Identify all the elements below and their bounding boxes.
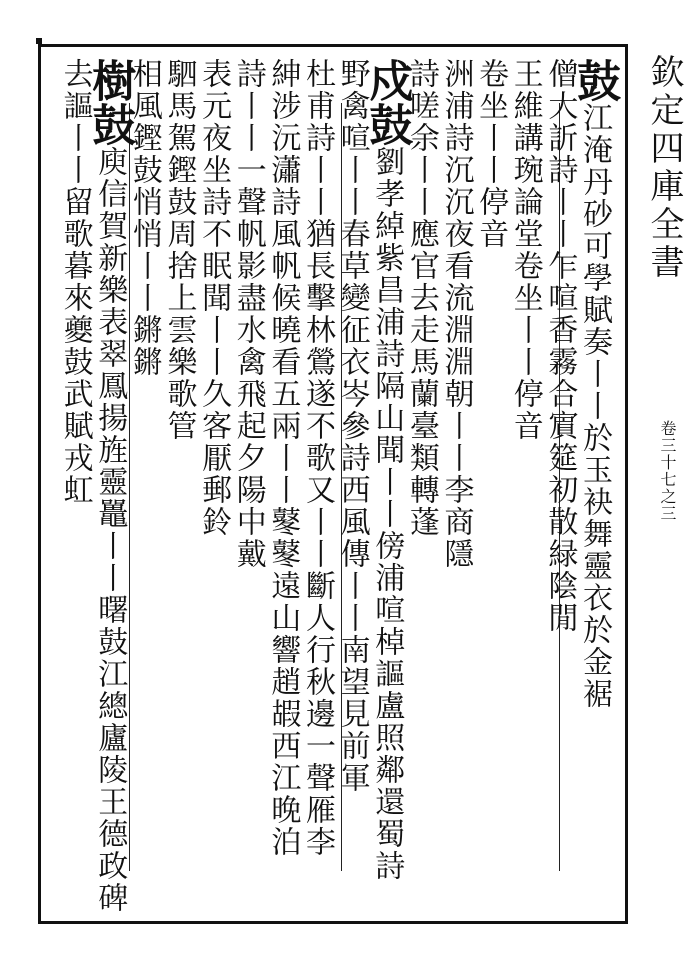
- column-text: 去謳丨丨留歌暮來夔鼓武賦戎虹: [57, 58, 93, 506]
- column-text: 劉孝綽紫昌浦詩隔山聞丨丨傍浦喧棹謳盧照鄰還蜀詩: [369, 146, 405, 882]
- text-column: [58, 58, 93, 506]
- column-text: 紳涉沅瀟詩風帆候曉看五兩丨丨鼕鼕遠山響趙嘏西江晚泊: [265, 58, 301, 858]
- text-column: [569, 58, 620, 710]
- column-text: 表元夜坐詩不眠聞丨丨久客厭郵鈴: [196, 58, 232, 538]
- column-text: 詩嗟余丨丨應官去走馬蘭臺類轉蓬: [403, 58, 439, 538]
- text-column: [231, 58, 266, 570]
- margin-book-title: 欽定四庫全書: [644, 54, 684, 282]
- text-column: [439, 58, 474, 570]
- text-column: [266, 58, 301, 858]
- text-column: [474, 58, 509, 250]
- column-text: 野禽喧丨丨春草變征衣岑參詩西風傳丨丨南望見前軍: [334, 58, 370, 794]
- text-column: [197, 58, 232, 538]
- text-column: [543, 58, 578, 634]
- text-column: [335, 58, 370, 794]
- column-text: 王維講琬論堂卷坐丨丨停音: [507, 58, 543, 442]
- entry-heading: 鼓: [569, 58, 620, 102]
- column-text: 卷坐丨丨停音: [473, 58, 509, 250]
- column-text: 詩丨丨一聲帆影盡水禽飛起夕陽中戴: [230, 58, 266, 570]
- text-column: [361, 58, 413, 882]
- column-text: 庾信賀新樂表翠鳳揚旌靈鼉丨丨曙鼓江總廬陵王德政碑: [92, 146, 128, 914]
- column-text: 江淹丹砂可學賦奏丨丨於玉袂舞靈衣於金裾: [577, 102, 612, 710]
- text-column: [84, 58, 136, 914]
- text-column: [162, 58, 197, 442]
- column-text: 杜甫詩丨丨猶長擊林鶯遂不歌又丨丨斷人行秋邊一聲雁李: [300, 58, 335, 858]
- margin-volume-label: 卷三十七之三: [658, 420, 677, 522]
- entry-heading: 樹鼓: [84, 58, 136, 146]
- entry-heading: 戍鼓: [361, 58, 413, 146]
- text-column: [300, 58, 335, 858]
- column-text: 駟馬駕鏗鼓周捨上雲樂歌管: [161, 58, 197, 442]
- column-text: 洲浦詩沉沉夜看流淵淵朝丨丨李商隱: [438, 58, 474, 570]
- column-text: 僧大訢詩丨丨乍喧香霧合賔筵初散緑陰閒: [542, 58, 578, 634]
- text-column: [508, 58, 543, 442]
- column-text: 相風鏗鼓悄悄丨丨鏘鏘: [126, 58, 162, 378]
